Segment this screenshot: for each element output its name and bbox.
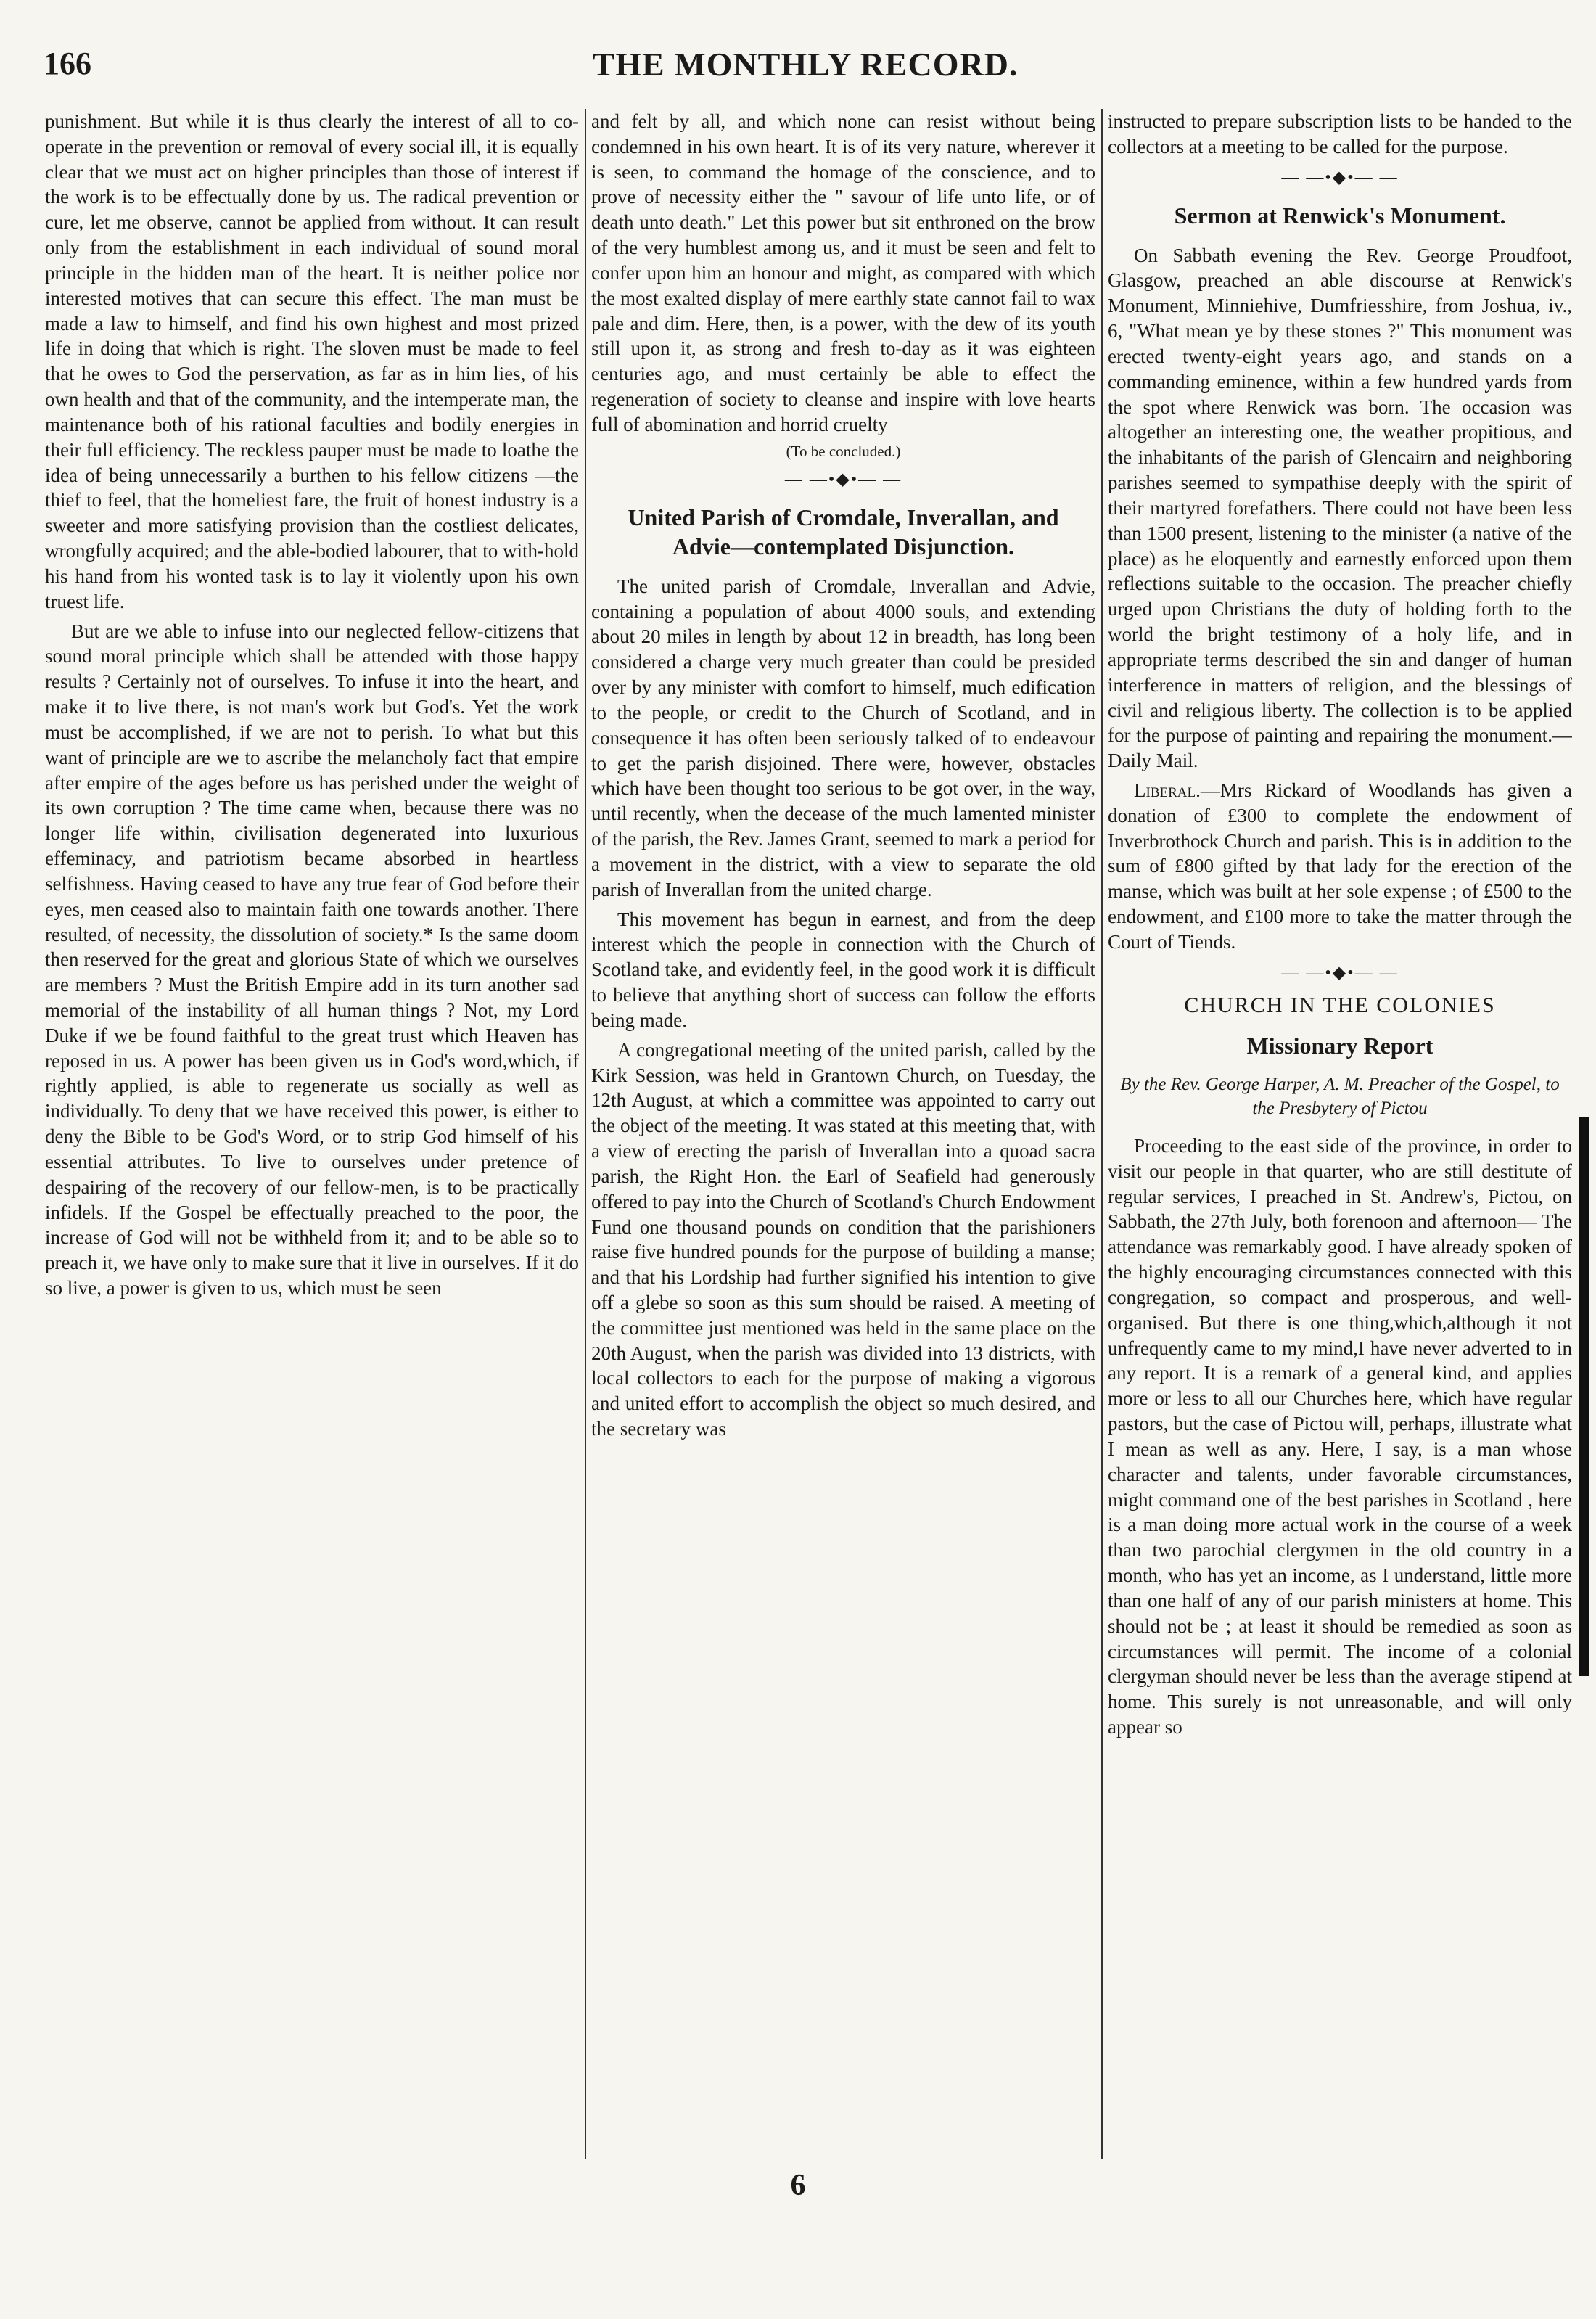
article-paragraph: instructed to prepare subscription lists to be handed to the collectors at a meeting to be called for the purpose. bbox=[1108, 110, 1572, 157]
section-divider: — —•◆•— — bbox=[784, 469, 902, 489]
section-divider: — —•◆•— — bbox=[1281, 963, 1399, 982]
article-paragraph: The united parish of Cromdale, Inverallan and Advie, containing a population of about 4000 souls, and extending about 20 miles in length by about 12 in breadth, has long been considered a charge very much greater than could be presided over by any minister with comfort to himself, much edification to the people, or credit to the Church of Scotland, and in consequence it has often been seriously talked of to endeavour to get the parish disjoined. There were, however, obstacles which have been thought too serious to be got over, in the way, until recently, when the decease of the much lamented minister of the parish, the Rev. James Grant, seemed to mark a period for a movement in the district, with a view to separate the old parish of Inverallan from the united charge. bbox=[591, 575, 1095, 900]
page-number: 166 bbox=[44, 46, 91, 81]
lead-word: Liberal. bbox=[1134, 779, 1201, 801]
byline: By the Rev. George Harper, A. M. Preacher of the Gospel, to the Presbytery of Pictou bbox=[1120, 1075, 1560, 1118]
section-title: Missionary Report bbox=[1246, 1033, 1433, 1059]
journal-title: THE MONTHLY RECORD. bbox=[592, 46, 1019, 83]
article-paragraph: Proceeding to the east side of the province, in order to visit our people in that quarter, who are still destitute of regular services, I preached in St. Andrew's, Pictou, on Sabbath, the 27th July, both forenoon and afternoon— The attendance was remarkably good. I have already spoken of the highly encouraging circumstances connected with this congregation, so compact and prosperous, and well-organised. But there is one thing,which,although it not unfrequently came to my mind,I have never adverted to in any report. It is a remark of a general kind, and applies more or less to all our Churches here, which have regular pastors, but the case of Pictou will, perhaps, illustrate what I mean as well as any. Here, I say, is a man whose character and talents, under favorable circumstances, might command one of the best parishes in Scotland , here is a man doing more actual work in the course of a week than two parochial clergymen in the old country in a month, who has yet an income, as I understand, little more than one half of any of our parish ministers at home. This should not be ; at least it should be remedied as soon as circumstances will permit. The income of a colonial clergyman should never be less than the average stipend at home. This surely is not unreasonable, and will only appear so bbox=[1108, 1134, 1572, 1738]
column-rule bbox=[1101, 109, 1103, 2159]
column-1 bbox=[45, 109, 579, 2166]
paragraph-text: —Mrs Rickard of Woodlands has given a donation of £300 to complete the endowment of Inverbrothock Church and parish. This is in addition to the sum of £800 gifted by that lady for the erection of the manse, which was built at her sole expense ; of £500 to the endowment, and £100 more to take the matter through the Court of Tiends. bbox=[1108, 779, 1572, 953]
to-be-continued-note: (To be concluded.) bbox=[786, 442, 901, 460]
article-paragraph: and felt by all, and which none can resist without being condemned in his own heart. It is of its very nature, wherever it is seen, to command the homage of the conscience, and to prove of necessity either the " savour of life unto life, or of death unto death." Let this power but sit enthroned on the brow of the very humblest among us, and it must be seen and felt to confer upon him an honour and might, as compared with which the most exalted display of mere earthly state cannot fail to wax pale and dim. Here, then, is a power, with the dew of its youth still upon it, as strong and fresh to-day as it was eighteen centuries ago, and must certainly be able to effect the regeneration of society to cleanse and inspire with love hearts full of abomination and horrid cruelty bbox=[591, 110, 1095, 435]
page-header bbox=[44, 45, 1567, 96]
column-3 bbox=[1108, 109, 1572, 2166]
article-paragraph: On Sabbath evening the Rev. George Proudfoot, Glasgow, preached an able discourse at Renwick's Monument, Minniehive, Dumfriesshire, from Joshua, iv., 6, "What mean ye by these stones ?" This monument was erected twenty-eight years ago, and stands on a commanding eminence, within a few hundred yards from the spot where Renwick was born. The occasion was altogether an interesting one, the weather propitious, and the inhabitants of the parish of Glencairn and neighboring parishes seemed to sympathise deeply with the spirit of their martyred forefathers. There could not have been less than 1500 present, listening to the minister (a native of the place) as he eloquently and earnestly enforced upon them reflections suitable to the occasion. The preacher chiefly urged upon Christians the duty of holding forth to the world the bright testimony of a holy life, and in appropriate terms described the sin and danger of human interference in matters of religion, and the blessings of civil and religious liberty. The collection is to be applied for the purpose of painting and repairing the monument.—Daily Mail. bbox=[1108, 244, 1572, 772]
article-paragraph: This movement has begun in earnest, and from the deep interest which the people in connection with the Church of Scotland take, and evidently feel, in the good work it is difficult to believe that anything short of success can follow the efforts being made. bbox=[591, 908, 1095, 1031]
column-rule bbox=[585, 109, 586, 2159]
section-heading: CHURCH IN THE COLONIES bbox=[1184, 993, 1496, 1017]
signature-number: 6 bbox=[790, 2169, 806, 2202]
column-2 bbox=[591, 109, 1095, 2166]
article-paragraph: But are we able to infuse into our neglected fellow-citizens that sound moral principle which shall be attended with those happy results ? Certainly not of ourselves. To infuse it into the heart, and make it to live there, is not man's work but God's. Yet the work must be accomplished, if we are not to perish. To what but this want of principle are we to ascribe the melancholy fact that empire after empire of the ages before us has perished under the weight of its own corruption ? The time came when, because there was no longer life within, civilisation degenerated into luxurious effeminacy, and patriotism became absorbed in heartless selfishness. Having ceased to have any true fear of God before their eyes, men ceased also to maintain faith one towards another. There resulted, of necessity, the dissolution of society.* Is the same doom then reserved for the great and glorious State of which we ourselves are members ? Must the British Empire add in its turn another sad memorial of the instability of all human things ? Not, my Lord Duke if we be found faithful to the great trust which Heaven has reposed in us. A power has been given us in God's word,which, if rightly applied, is able to regenerate us socially as well as individually. To deny that we have received this power, is either to deny the Bible to be God's Word, or to strip God himself of his essential attributes. To live to ourselves under pretence of despairing of the recovery of our fellow-men, is to be practically infidels. If the Gospel be effectually preached to the poor, the increase of God will not be withheld from it; and to be able so to preach it, we have only to make sure that it live in ourselves. If it do so live, a power is given to us, which must be seen bbox=[45, 620, 579, 1300]
article-paragraph: punishment. But while it is thus clearly the interest of all to co-operate in the prevention or removal of every social ill, it is equally clear that we must act on higher principles than those of interest if the work is to be effectually done by us. The radical prevention or cure, let me observe, cannot be applied from without. It can result only from the establishment in each individual of sound moral principle in the hidden man of the heart. It is neither police nor interested motives that can secure this effect. The man must be made a law to himself, and find his own highest and most prized life in doing that which is right. The sloven must be made to feel that he owes to God the perservation, as far as in him lies, of his own health and that of the community, and the intemperate man, the maintenance both of his rational faculties and bodily energies in their full efficiency. The reckless pauper must be made to loathe the idea of being unnecessarily a burthen to his fellow citizens —the thief to feel, that the homeliest fare, the fruit of honest industry is a sweeter and more satisfying provision than the costliest delicates, wrongfully acquired; and the able-bodied labourer, that to with-hold his hand from his wonted task is to lay it violently upon his own truest life. bbox=[45, 110, 579, 612]
article-paragraph: A congregational meeting of the united parish, called by the Kirk Session, was held in Grantown Church, on Tuesday, the 12th August, at which a committee was appointed to carry out the object of the meeting. It was stated at this meeting that, with a view of erecting the parish of Inverallan into a quoad sacra parish, the Right Hon. the Earl of Seafield had generously offered to pay into the Church of Scotland's Church Endowment Fund one thousand pounds on condition that the parishioners raise five hundred pounds for the purpose of building a manse; and that his Lordship had further signified his intention to give off a glebe so soon as this sum should be raised. A meeting of the committee just mentioned was held in the same place on the 20th August, when the parish was divided into 13 districts, with local collectors to each for the purpose of making a vigorous and united effort to accomplish the object so much desired, and the secretary was bbox=[591, 1038, 1095, 1440]
section-divider: — —•◆•— — bbox=[1281, 168, 1399, 187]
section-title: United Parish of Cromdale, Inverallan, and Advie—contemplated Disjunction. bbox=[628, 504, 1059, 559]
article-paragraph bbox=[1108, 778, 1572, 955]
edge-bar bbox=[1579, 1117, 1589, 1676]
section-title: Sermon at Renwick's Monument. bbox=[1174, 202, 1506, 229]
